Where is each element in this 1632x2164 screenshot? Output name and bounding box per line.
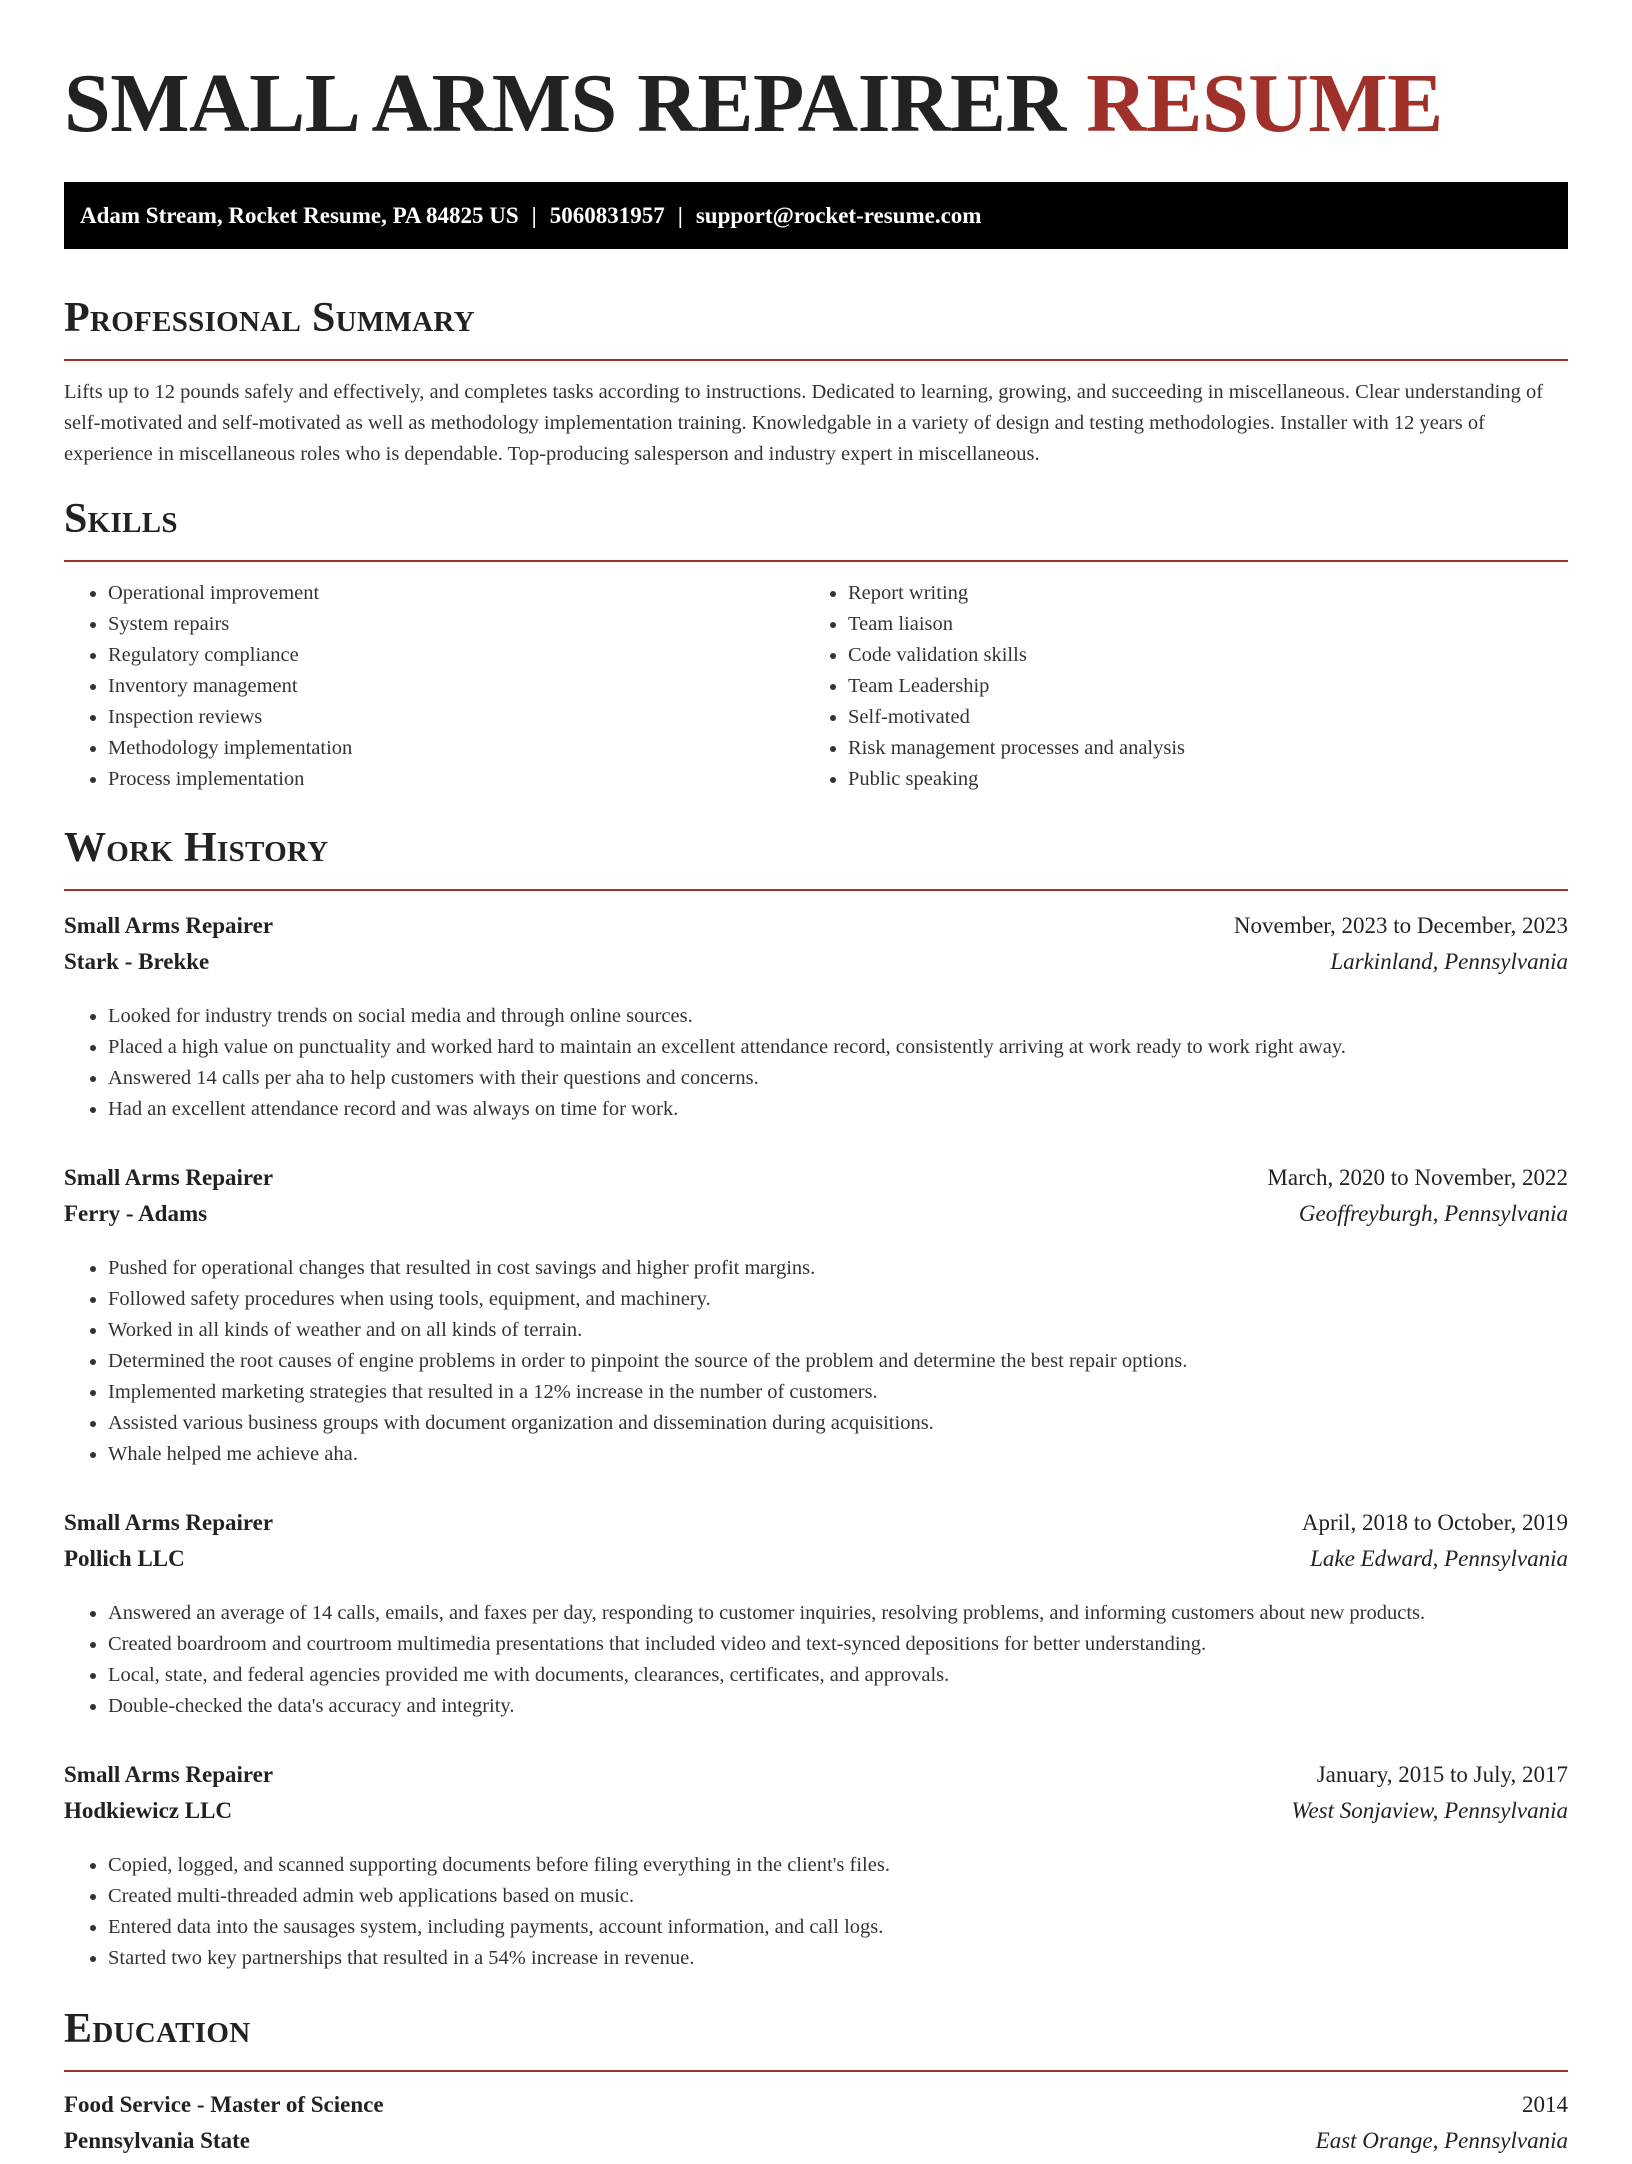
job-bullet: • Copied, logged, and scanned supporting documents before filing everything in the client's files. bbox=[108, 1850, 1568, 1881]
job-header-row bbox=[64, 1165, 1568, 1201]
job-bullets bbox=[64, 1253, 1568, 1470]
skill-item: • Public speaking bbox=[848, 764, 1544, 795]
job-title: Small Arms Repairer bbox=[64, 1762, 274, 1787]
job-bullet: • Answered 14 calls per aha to help customers with their questions and concerns. bbox=[108, 1063, 1568, 1094]
education-degree: Food Service - Master of Science bbox=[64, 2092, 384, 2117]
job-bullet: • Looked for industry trends on social media and through online sources. bbox=[108, 1001, 1568, 1032]
contact-bar bbox=[64, 182, 1568, 249]
skill-item: • Team Leadership bbox=[848, 671, 1544, 702]
job-bullets bbox=[64, 1850, 1568, 1974]
summary-heading: Professional Summary bbox=[64, 295, 475, 341]
job-bullet: • Determined the root causes of engine problems in order to pinpoint the source of the problem and determine the best repair options. bbox=[108, 1346, 1568, 1377]
job-bullet: • Followed safety procedures when using tools, equipment, and machinery. bbox=[108, 1284, 1568, 1315]
job-bullet: • Implemented marketing strategies that resulted in a 12% increase in the number of customers. bbox=[108, 1377, 1568, 1408]
job-bullet: • Started two key partnerships that resulted in a 54% increase in revenue. bbox=[108, 1943, 1568, 1974]
skill-item: • System repairs bbox=[108, 609, 804, 640]
skill-item: • Code validation skills bbox=[848, 640, 1544, 671]
skills-heading: Skills bbox=[64, 496, 178, 542]
job-company-row bbox=[64, 1546, 1568, 1582]
skills-list-left bbox=[64, 578, 804, 795]
education-year: 2014 bbox=[1522, 2092, 1568, 2117]
education-location: East Orange, Pennsylvania bbox=[1315, 2128, 1568, 2153]
job-entry bbox=[64, 1762, 1568, 1974]
job-entry bbox=[64, 1165, 1568, 1470]
job-bullet: • Assisted various business groups with document organization and dissemination during acquisitions. bbox=[108, 1408, 1568, 1439]
job-entry bbox=[64, 913, 1568, 1125]
job-company: Pollich LLC bbox=[64, 1546, 185, 1571]
job-entry bbox=[64, 1510, 1568, 1722]
contact-address: Adam Stream, Rocket Resume, PA 84825 US bbox=[80, 202, 519, 228]
education-school-row bbox=[64, 2128, 1568, 2164]
skill-item: • Methodology implementation bbox=[108, 733, 804, 764]
contact-separator: | bbox=[677, 202, 683, 228]
job-bullets bbox=[64, 1001, 1568, 1125]
education-heading: Education bbox=[64, 2006, 251, 2052]
job-bullet: • Local, state, and federal agencies provided me with documents, clearances, certificates, and approvals. bbox=[108, 1660, 1568, 1691]
skill-item: • Inventory management bbox=[108, 671, 804, 702]
job-bullet: • Created boardroom and courtroom multimedia presentations that included video and text-synced depositions for better understanding. bbox=[108, 1629, 1568, 1660]
job-header-row bbox=[64, 1510, 1568, 1546]
job-company-row bbox=[64, 1201, 1568, 1237]
education-degree-row bbox=[64, 2092, 1568, 2128]
job-location: Larkinland, Pennsylvania bbox=[1330, 949, 1568, 974]
job-bullet: • Whale helped me achieve aha. bbox=[108, 1439, 1568, 1470]
skill-item: • Risk management processes and analysis bbox=[848, 733, 1544, 764]
job-bullet: • Double-checked the data's accuracy and integrity. bbox=[108, 1691, 1568, 1722]
job-bullet: • Placed a high value on punctuality and worked hard to maintain an excellent attendance record, consistently arriving at work ready to work right away. bbox=[108, 1032, 1568, 1063]
skill-item: • Operational improvement bbox=[108, 578, 804, 609]
skills-list-right bbox=[804, 578, 1544, 795]
skill-item: • Regulatory compliance bbox=[108, 640, 804, 671]
job-company: Hodkiewicz LLC bbox=[64, 1798, 233, 1823]
contact-separator: | bbox=[531, 202, 537, 228]
section-divider bbox=[64, 560, 1568, 562]
summary-text: Lifts up to 12 pounds safely and effectively, and completes tasks according to instructions. Dedicated to learning, growing, and succeeding in miscellaneous. Clear understanding of self-motivated and self-motivated as well as methodology implementation training. Knowledgable in a variety of design and testing methodologies. Installer with 12 years of experience in miscellaneous roles who is dependable. Top-producing salesperson and industry expert in miscellaneous. bbox=[64, 381, 1544, 465]
job-title: Small Arms Repairer bbox=[64, 1510, 274, 1535]
job-bullet: • Entered data into the sausages system, including payments, account information, and call logs. bbox=[108, 1912, 1568, 1943]
skill-item: • Inspection reviews bbox=[108, 702, 804, 733]
job-company: Ferry - Adams bbox=[64, 1201, 208, 1226]
job-bullet: • Pushed for operational changes that resulted in cost savings and higher profit margins. bbox=[108, 1253, 1568, 1284]
resume-title bbox=[64, 0, 1568, 152]
section-divider bbox=[64, 359, 1568, 361]
job-dates: January, 2015 to July, 2017 bbox=[1316, 1762, 1568, 1787]
job-company-row bbox=[64, 1798, 1568, 1834]
job-header-row bbox=[64, 1762, 1568, 1798]
skill-item: • Self-motivated bbox=[848, 702, 1544, 733]
title-accent: RESUME bbox=[1086, 57, 1443, 150]
skill-item: • Team liaison bbox=[848, 609, 1544, 640]
education-entry bbox=[64, 2092, 1568, 2164]
skills-grid bbox=[64, 578, 1568, 795]
job-bullets bbox=[64, 1598, 1568, 1722]
job-bullet: • Worked in all kinds of weather and on all kinds of terrain. bbox=[108, 1315, 1568, 1346]
job-company-row bbox=[64, 949, 1568, 985]
job-dates: April, 2018 to October, 2019 bbox=[1301, 1510, 1568, 1535]
work-history-heading: Work History bbox=[64, 825, 329, 871]
job-bullet: • Created multi-threaded admin web applications based on music. bbox=[108, 1881, 1568, 1912]
education-school: Pennsylvania State bbox=[64, 2128, 250, 2153]
job-location: Geoffreyburgh, Pennsylvania bbox=[1298, 1201, 1568, 1226]
job-bullet: • Had an excellent attendance record and was always on time for work. bbox=[108, 1094, 1568, 1125]
job-company: Stark - Brekke bbox=[64, 949, 210, 974]
job-dates: November, 2023 to December, 2023 bbox=[1233, 913, 1568, 938]
section-divider bbox=[64, 2070, 1568, 2072]
skill-item: • Report writing bbox=[848, 578, 1544, 609]
contact-phone: 5060831957 bbox=[549, 202, 665, 228]
job-title: Small Arms Repairer bbox=[64, 1165, 274, 1190]
title-main: SMALL ARMS REPAIRER bbox=[64, 57, 1066, 150]
skill-item: • Process implementation bbox=[108, 764, 804, 795]
job-dates: March, 2020 to November, 2022 bbox=[1267, 1165, 1568, 1190]
job-bullet: • Answered an average of 14 calls, emails, and faxes per day, responding to customer inquiries, resolving problems, and informing customers about new products. bbox=[108, 1598, 1568, 1629]
job-location: Lake Edward, Pennsylvania bbox=[1310, 1546, 1568, 1571]
section-divider bbox=[64, 889, 1568, 891]
job-header-row bbox=[64, 913, 1568, 949]
job-title: Small Arms Repairer bbox=[64, 913, 274, 938]
contact-email: support@rocket-resume.com bbox=[695, 202, 982, 228]
job-location: West Sonjaview, Pennsylvania bbox=[1291, 1798, 1568, 1823]
